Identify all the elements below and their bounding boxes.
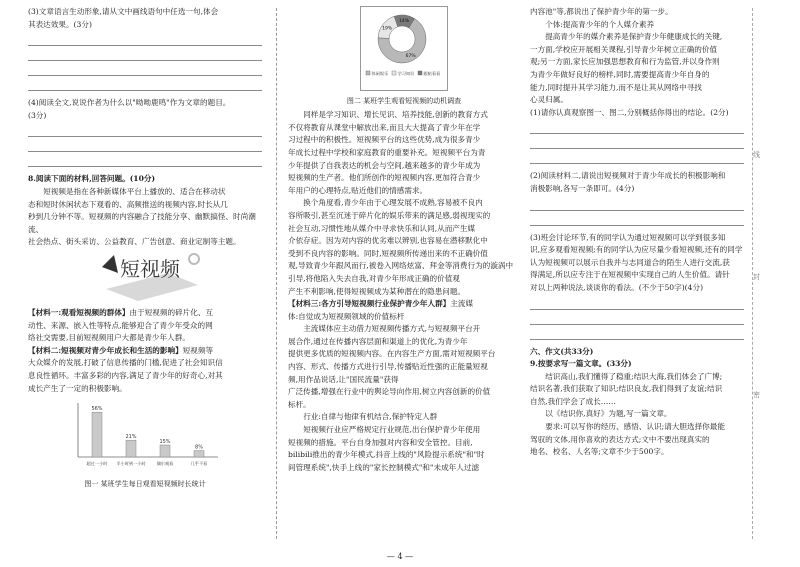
m3-head-tail: 主流媒 [450,299,474,309]
m2-cont2-6: 观,导致青少年跟风而行,被卷入网络炫富、拜金等消费行为的漩涡中 [288,261,514,271]
figure-1-caption: 图一 某班学生每日观看短视频时长统计 [84,479,206,488]
q8-3-line5: 对以上两种说法,谈谈你的看法。(不少于50字)(4分) [530,282,704,292]
m2-cont-7: 年用户的心理特点,贴近他们的情感需求。 [288,185,428,195]
m1-head: 【材料一:观看短视频的群体】 [28,307,130,317]
bar-label: 8% [195,444,203,451]
q8-intro-3: 秒到几分钟不等。短视频的内容融合了技能分享、幽默搞怪、时尚潮流、 [28,212,256,234]
answer-line[interactable] [530,325,744,340]
margin-mark: 线 [753,151,760,159]
m2-cont-1: 同样是学习知识、增长见识、培养技能,创新的教育方式 [303,110,488,120]
answer-line[interactable] [530,134,744,149]
c3-p-3: 观;另一方面,家长应加强思想教育和行为监管,并以身作则 [530,57,720,67]
m2-head: 【材料二:短视频对青少年成长和生活的影响】 [28,345,183,355]
answer-line[interactable] [28,76,262,91]
m2-cont2-1: 换个角度看,青少年由于心理发展不成熟,容易被不良内 [303,198,483,208]
figure-1-chart [68,399,262,478]
category-label: 几乎不看 [190,461,208,467]
column-middle [288,6,520,474]
m2-text-3: 息良性循环。丰富多彩的内容,满足了青少年的好奇心,对其 [28,370,223,380]
answer-line[interactable] [530,295,744,310]
legend-swatch [418,71,422,75]
q8-3-line2: 识,应多观看短视频;有的同学认为应尽量少看短视频,还有的同学 [530,245,743,255]
m2-cont2-2: 容所吸引,甚至沉迷于碎片化的娱乐带来的满足感,弱视现实的 [288,210,491,220]
m1-text-2: 动性、来源、嵌入性等特点,能够迎合了青少年受众的网 [28,320,213,330]
m3-p2-3: bilibili推出的青少年模式,抖音上线的"风险提示系统"和"时 [288,450,485,460]
legend-swatch [366,71,370,75]
category-label: 半小时到一小时 [116,461,146,467]
bar-label: 15% [159,439,171,446]
m3-sub2: 行业:自律与他律有机结合,保护特定人群 [303,412,438,422]
m3-p2-2: 短视频的措施。平台自身加强对内容和安全管控。目前, [288,437,473,447]
section-6-title: 六、作文(共33分) [530,346,594,356]
m2-text-4: 成长产生了一定的积极影响。 [28,383,127,393]
bar [194,451,204,457]
legend-swatch [392,71,396,75]
m1-text-1: 由于短视频的碎片化、互 [129,307,214,317]
answer-line[interactable] [28,61,262,76]
m3-p1-7: 标杆。 [288,399,311,409]
answer-line[interactable] [28,122,262,137]
q8-title: 8.阅读下面的材料,回答问题。(10分) [28,174,156,184]
answer-line[interactable] [530,310,744,325]
q8-3-line3: 认为短视频可以展示自我并与志同道合的陌生人进行交流,获 [530,257,730,267]
page-number: — 4 — [386,552,414,561]
req-3: 地名、校名、人名等;文章不少于500字。 [530,447,669,457]
answer-line[interactable] [28,31,262,46]
essay-2: 结识名著,我们获取了知识;结识良友,我们得到了友谊;结识 [530,384,723,394]
q8-3-line1: (3)班会讨论环节,有的同学认为通过短视频可以学到很多知 [530,232,726,242]
margin-mark: 密 [753,391,760,399]
m2-cont2-8: 产生不利影响,使得短视频成为某种潜在的隐患问题。 [288,286,466,296]
essay-3: 自然,我们学会了成长…… [530,396,616,406]
legend-label: 跟帖看看 [423,70,441,76]
slice-label: 14% [399,19,410,25]
slice-label: 67% [405,53,416,59]
q8-intro-4: 社会热点、街头采访、公益教育、广告创意、商业定制等主题。 [28,237,241,247]
q4-line2: (3分) [28,110,47,120]
m3-p1-5: 频,用作品说话,让"国民流量"获得 [288,374,399,384]
m3-p1-3: 提供更多优质的短视频内容。在内容生产方面,需对短视频平台 [288,349,496,359]
column-divider [276,8,277,539]
m2-cont2-3: 社会互动,习惯性地从媒介中寻求快乐和认同,从而产生媒 [288,223,476,233]
m3-p2-1: 短视频行业应严格规定行业规范,出台保护青少年使用 [303,425,481,435]
q8-2-line2: 消极影响,各写一条即可。(4分) [530,183,635,193]
slice-label: 19% [382,26,393,32]
m3-sub: 体:自觉成为短视频领域的价值标杆 [288,311,405,321]
short-video-logo [98,249,262,307]
m3-p1-6: 广泛传播,增强在行业中的舆论导向作用,树立内容创新的价值 [288,387,491,397]
bar [160,445,170,457]
answer-line[interactable] [530,211,744,226]
q3-line1: (3)文章语言生动形象,请从文中画线语句中任选一句,体会 [28,7,219,16]
m2-cont-6: 短视频的生产者。他们所创作的短视频内容,更加符合青少 [288,173,481,183]
answer-line[interactable] [530,149,744,164]
c3-p-5: 能力,同时提升其学习能力,而不是让其从网络中寻找 [530,82,702,92]
m2-cont-3: 习过程中的积极性。短视频平台的这些优势,成为很多青少 [288,135,481,145]
bar [126,440,136,457]
m3-p2-4: 间管理系统",快手上线的"家长控制模式"和"未成年人过滤 [288,462,480,472]
m3-p1-2: 展合作,通过在传播内容层面和渠道上的优化,为青少年 [288,336,468,346]
answer-line[interactable] [28,152,262,167]
m2-text-2: 大众媒介的发展,打破了信息传播的门槛,促进了社会知识信 [28,358,223,368]
logo-text: 短视频 [120,256,180,281]
m2-cont-5: 少年提供了自我表达的机会与空间,越来越多的青少年成为 [288,160,481,170]
essay-1: 结识高山,我们懂得了稳重;结识大海,我们体会了广博; [545,371,723,381]
category-label: 超过一小时 [86,461,108,467]
m2-text-1: 短视频等 [182,345,214,355]
req-2: 驾驭的文体,用你喜欢的表达方式;文中不要出现真实的 [530,434,710,444]
q8-1: (1)请你认真观察图一、图二,分别概括你得出的结论。(2分) [530,107,729,117]
c3-cont: 内容池"等,都说出了保护青少年的第一步。 [530,7,673,16]
q3-line2: 其表达效果。(3分) [28,19,92,29]
q8-intro-1: 短视频是指在各种新媒体平台上播放的、适合在移动状 [43,186,226,196]
margin-mark: 封 [753,273,760,281]
m3-p1-4: 内容、形式、传播方式进行引导,传播贴近性强的正能量短视 [288,362,488,372]
m3-head: 【材料三:各方引导短视频行业保护青少年人群】 [288,299,451,309]
c3-sub: 个体:提高青少年的个人媒介素养 [545,19,655,29]
bar-label: 21% [125,434,137,441]
m2-cont-2: 不仅将教育从课堂中解放出来,而且大大提高了青少年在学 [288,122,481,132]
m1-text-3: 络社交需要,目前短视频用户大都是青少年人群。 [28,333,190,343]
column-left [28,6,262,490]
m2-cont2-4: 介依存症。因为对内容的优劣难以辨别,也容易在潜移默化中 [288,236,488,246]
m2-cont-4: 年成长过程中学校和家庭教育的重要补充。短视频平台为青 [288,147,486,157]
column-right [530,6,744,459]
bar-label: 56% [91,406,103,413]
legend-label: 休闲娱乐 [371,70,389,76]
q8-2-line1: (2)阅读材料二,请说出短视频对于青少年成长的积极影响和 [530,171,726,181]
m2-cont2-7: 引导,将他陷入失去自我,对青少年形成正确的价值观 [288,273,460,283]
category-label: 偶尔观看 [156,461,174,467]
req-1: 要求:可以写你的经历、感悟、认识;请大胆选择你最能 [545,422,725,432]
m2-cont2-5: 受到不良内容的影响。同时,短视频所传递出来的不正确价值 [288,248,488,258]
answer-line[interactable] [28,137,262,152]
m3-p1-1: 主流媒体应主动借力短视频传播方式,与短视频平台开 [303,324,481,334]
bar [92,412,102,457]
q8-intro-2: 态和短时休闲状态下观看的、高频推送的视频内容,时长从几 [28,199,228,209]
figure-2-chart [360,6,448,91]
q4-line1: (4)阅读全文,说说作者为什么以"呦呦鹿鸣"作为文章的题目。 [28,98,231,108]
q9-title: 9.按要求写一篇文章。(33分) [530,359,632,369]
essay-prompt: 以《结识你,真好》为题,写一篇文章。 [545,409,672,419]
answer-line[interactable] [530,196,744,211]
c3-p-1: 提高青少年的媒介素养是保护青少年健康成长的关键, [545,32,723,42]
answer-line[interactable] [28,46,262,61]
q8-3-line4: 得满足,所以应专注于在短视频中实现自己的人生价值。请针 [530,270,730,280]
figure-2-caption: 图二 某班学生观看短视频的动机调查 [346,96,462,105]
legend-label: 学习知识 [397,70,415,76]
c3-p-4: 为青少年做好良好的榜样,同时,需要提高青少年自身的 [530,69,710,79]
c3-p-2: 一方面,学校应开展相关课程,引导青少年树立正确的价值 [530,44,718,54]
answer-line[interactable] [530,119,744,134]
c3-p-6: 心灵归属。 [530,95,568,105]
